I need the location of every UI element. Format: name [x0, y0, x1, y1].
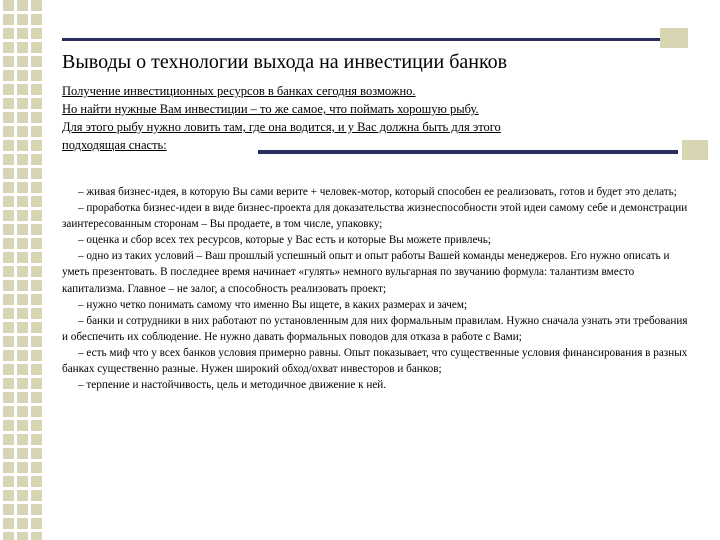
list-item: – оценка и сбор всех тех ресурсов, которые у Вас есть и которые Вы можете привлечь;	[78, 234, 492, 247]
list-item: – есть миф что у всех банков условия примерно равны. Опыт показывает, что существенные условия финансирования в разных банках существенно разные. Нужен широкий обход/охват инвесторов и банков;	[62, 346, 688, 376]
intro-line: Но найти нужные Вам инвестиции – то же самое, что поймать хорошую рыбу.	[62, 102, 479, 116]
list-item: – одно из таких условий – Ваш прошлый успешный опыт и опыт работы Вашей команды менеджеров. Его нужно описать и уметь презентовать. В последнее время начинает «гулять» немного вульгарная по звучанию формула: талантизм вместо капитализма. Главное – не залог, а способность реализовать проект;	[62, 250, 670, 295]
intro-line: подходящая снасть:	[62, 138, 167, 152]
title-accent-square	[660, 28, 688, 48]
title-divider-bar	[62, 38, 662, 41]
list-item: – живая бизнес-идея, в которую Вы сами верите + человек-мотор, который способен ее реализовать, готов и будет это делать;	[78, 186, 677, 198]
slide-title: Выводы о технологии выхода на инвестиции банков	[62, 51, 508, 73]
list-item: – банки и сотрудники в них работают по установленным для них формальным правилам. Нужно сначала узнать эти требования и обеспечить их соблюдение. Не нужно давать формальных поводов для отказа в работе с Вами;	[62, 314, 688, 343]
intro-paragraph	[62, 82, 662, 154]
list-item: – проработка бизнес-идеи в виде бизнес-проекта для доказательства жизнеспособности этой идеи самому себе и демонстрации заинтересованным сторонам – Вы продаете, в том числе, упаковку;	[62, 202, 688, 231]
intro-line: Для этого рыбу нужно ловить там, где она водится, и у Вас должна быть для этого	[62, 120, 501, 134]
section-accent-square	[682, 140, 708, 160]
intro-line: Получение инвестиционных ресурсов в банках сегодня возможно.	[62, 84, 416, 98]
section-divider-bar	[258, 150, 678, 154]
conclusions-list	[62, 184, 692, 393]
decorative-left-stripe	[0, 0, 50, 540]
list-item: – нужно четко понимать самому что именно Вы ищете, в каких размерах и зачем;	[78, 298, 468, 311]
list-item: – терпение и настойчивость, цель и методичное движение к ней.	[78, 379, 387, 392]
